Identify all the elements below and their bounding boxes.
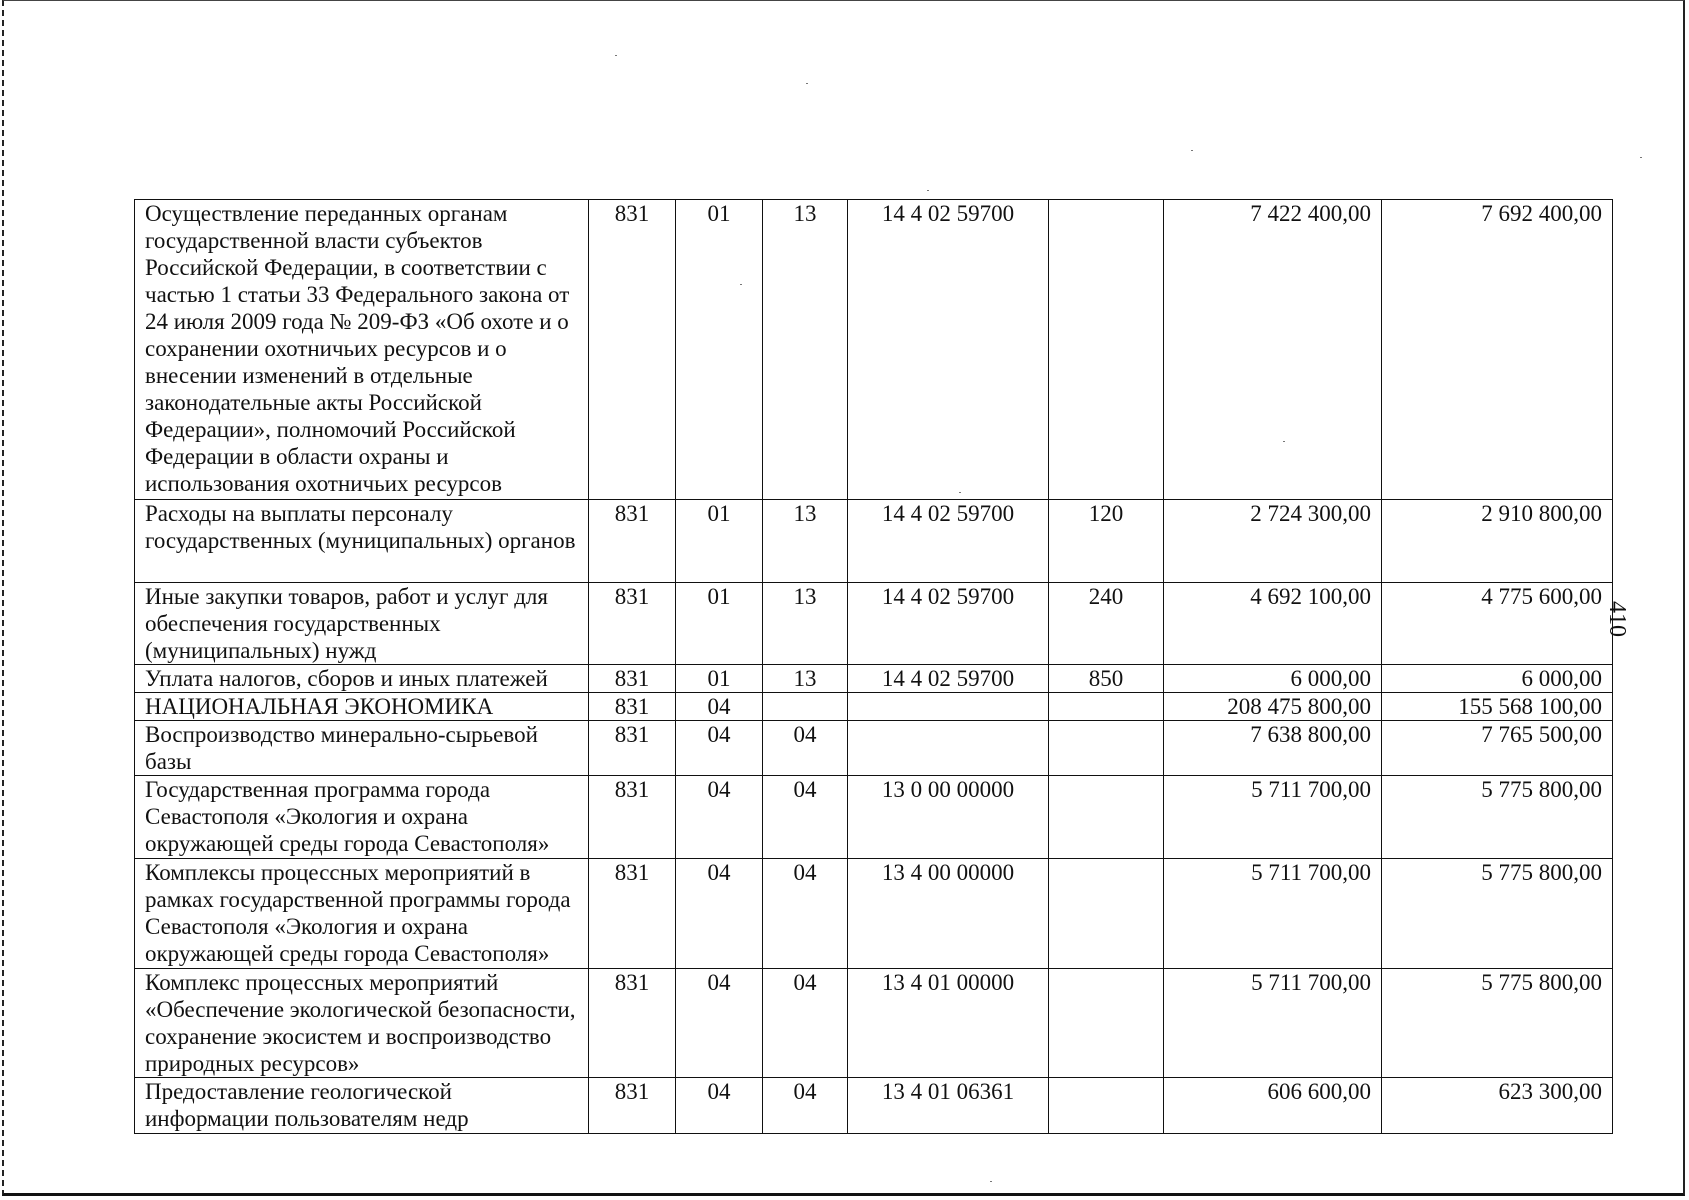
scan-speck — [1640, 157, 1642, 158]
row-gr: 831 — [589, 721, 676, 776]
row-sum1: 7 638 800,00 — [1164, 721, 1382, 776]
row-sum2: 2 910 800,00 — [1382, 500, 1613, 583]
row-csr — [848, 693, 1049, 721]
row-sum2: 7 765 500,00 — [1382, 721, 1613, 776]
budget-table — [134, 199, 1613, 1134]
table-row — [135, 693, 1613, 721]
table-row — [135, 1078, 1613, 1134]
row-csr: 13 0 00 00000 — [848, 776, 1049, 859]
row-vr — [1049, 969, 1164, 1078]
row-name: Иные закупки товаров, работ и услуг для обеспечения государственных (муниципальных) нужд — [135, 583, 589, 665]
table-row — [135, 859, 1613, 969]
row-gr: 831 — [589, 969, 676, 1078]
row-gr: 831 — [589, 665, 676, 693]
row-vr: 850 — [1049, 665, 1164, 693]
row-sum1: 5 711 700,00 — [1164, 776, 1382, 859]
row-sum2: 5 775 800,00 — [1382, 969, 1613, 1078]
row-sum2: 7 692 400,00 — [1382, 200, 1613, 500]
table-row — [135, 665, 1613, 693]
row-name: Комплекс процессных мероприятий «Обеспечение экологической безопасности, сохранение экосистем и воспроизводство природных ресурсов» — [135, 969, 589, 1078]
scan-speck — [959, 492, 961, 493]
row-sum2: 5 775 800,00 — [1382, 859, 1613, 969]
row-gr: 831 — [589, 500, 676, 583]
row-pr: 04 — [763, 721, 848, 776]
row-sum2: 4 775 600,00 — [1382, 583, 1613, 665]
row-sum2: 5 775 800,00 — [1382, 776, 1613, 859]
row-gr: 831 — [589, 693, 676, 721]
row-gr: 831 — [589, 776, 676, 859]
row-pr: 13 — [763, 200, 848, 500]
row-rz: 01 — [676, 583, 763, 665]
row-pr: 04 — [763, 969, 848, 1078]
row-rz: 04 — [676, 1078, 763, 1134]
row-pr: 13 — [763, 500, 848, 583]
table-row — [135, 721, 1613, 776]
table-row — [135, 200, 1613, 500]
row-name: Государственная программа города Севастополя «Экология и охрана окружающей среды города Севастополя» — [135, 776, 589, 859]
row-rz: 04 — [676, 693, 763, 721]
row-vr: 120 — [1049, 500, 1164, 583]
row-name: Уплата налогов, сборов и иных платежей — [135, 665, 589, 693]
row-csr — [848, 721, 1049, 776]
row-sum1: 7 422 400,00 — [1164, 200, 1382, 500]
scan-speck — [1283, 441, 1285, 442]
scan-speck — [990, 1181, 992, 1182]
row-csr: 14 4 02 59700 — [848, 500, 1049, 583]
row-sum1: 2 724 300,00 — [1164, 500, 1382, 583]
row-rz: 01 — [676, 200, 763, 500]
row-sum1: 6 000,00 — [1164, 665, 1382, 693]
row-csr: 14 4 02 59700 — [848, 200, 1049, 500]
scan-speck — [615, 55, 617, 56]
row-pr: 13 — [763, 583, 848, 665]
row-sum2: 155 568 100,00 — [1382, 693, 1613, 721]
row-pr: 04 — [763, 776, 848, 859]
row-rz: 04 — [676, 969, 763, 1078]
row-rz: 01 — [676, 665, 763, 693]
row-sum2: 6 000,00 — [1382, 665, 1613, 693]
row-vr — [1049, 200, 1164, 500]
row-pr: 04 — [763, 859, 848, 969]
row-csr: 13 4 01 00000 — [848, 969, 1049, 1078]
row-sum1: 5 711 700,00 — [1164, 969, 1382, 1078]
row-vr: 240 — [1049, 583, 1164, 665]
row-gr: 831 — [589, 200, 676, 500]
row-rz: 04 — [676, 776, 763, 859]
row-csr: 13 4 01 06361 — [848, 1078, 1049, 1134]
row-rz: 04 — [676, 859, 763, 969]
row-vr — [1049, 1078, 1164, 1134]
row-name: Расходы на выплаты персоналу государственных (муниципальных) органов — [135, 500, 589, 583]
row-pr: 04 — [763, 1078, 848, 1134]
row-sum1: 4 692 100,00 — [1164, 583, 1382, 665]
row-vr — [1049, 721, 1164, 776]
row-sum1: 5 711 700,00 — [1164, 859, 1382, 969]
row-rz: 04 — [676, 721, 763, 776]
table-row — [135, 500, 1613, 583]
row-pr: 13 — [763, 665, 848, 693]
row-name: Воспроизводство минерально-сырьевой базы — [135, 721, 589, 776]
row-rz: 01 — [676, 500, 763, 583]
row-name: Осуществление переданных органам государственной власти субъектов Российской Федерации, в соответствии с частью 1 статьи 33 Федерального закона от 24 июля 2009 года № 209-ФЗ «Об охоте и о сохранении охотничьих ресурсов и о внесении изменений в отдельные законодательные акты Российской Федерации», полномочий Российской Федерации в области охраны и использования охотничьих ресурсов — [135, 200, 589, 500]
row-sum1: 208 475 800,00 — [1164, 693, 1382, 721]
row-vr — [1049, 776, 1164, 859]
row-csr: 13 4 00 00000 — [848, 859, 1049, 969]
row-gr: 831 — [589, 1078, 676, 1134]
row-name: Предоставление геологической информации пользователям недр — [135, 1078, 589, 1134]
table-row — [135, 776, 1613, 859]
page-number: 410 — [1604, 601, 1630, 637]
scan-speck — [1191, 150, 1193, 151]
scan-speck — [927, 190, 929, 191]
row-name: Комплексы процессных мероприятий в рамках государственной программы города Севастополя «Экология и охрана окружающей среды города Севастополя» — [135, 859, 589, 969]
scan-speck — [740, 284, 742, 285]
row-pr — [763, 693, 848, 721]
table-row — [135, 969, 1613, 1078]
scan-speck — [806, 83, 808, 84]
row-name: НАЦИОНАЛЬНАЯ ЭКОНОМИКА — [135, 693, 589, 721]
row-csr: 14 4 02 59700 — [848, 665, 1049, 693]
table-row — [135, 583, 1613, 665]
row-csr: 14 4 02 59700 — [848, 583, 1049, 665]
row-gr: 831 — [589, 583, 676, 665]
row-sum2: 623 300,00 — [1382, 1078, 1613, 1134]
row-gr: 831 — [589, 859, 676, 969]
row-vr — [1049, 693, 1164, 721]
row-sum1: 606 600,00 — [1164, 1078, 1382, 1134]
row-vr — [1049, 859, 1164, 969]
